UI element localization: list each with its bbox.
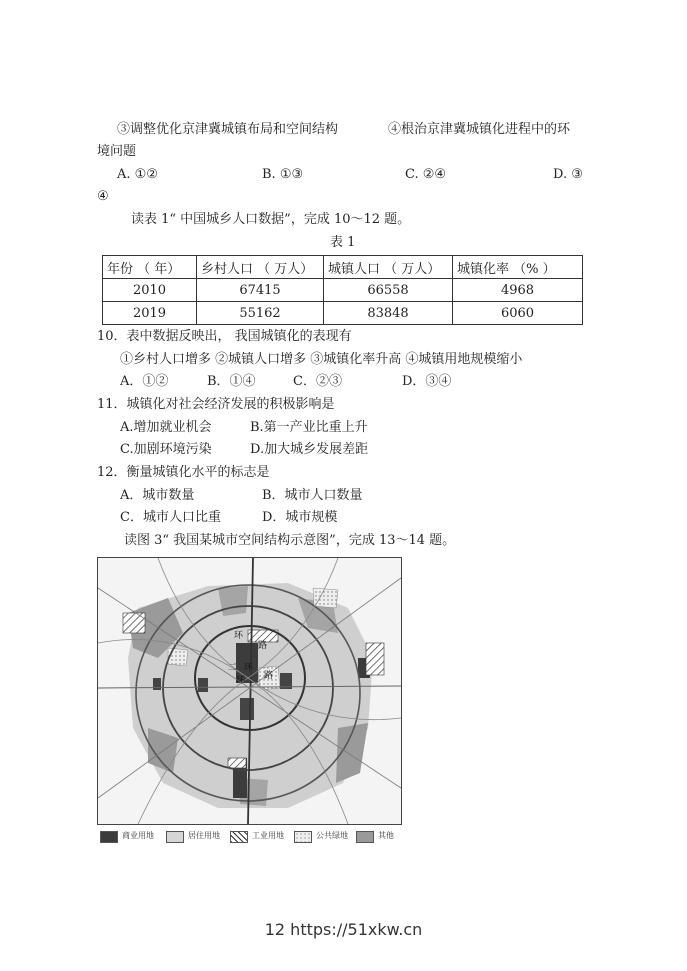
q11-choice-a: A.增加就业机会 [120,420,212,435]
map-label: 二 [228,663,238,673]
table-header-row [103,256,583,279]
cell: 67415 [197,279,324,302]
q12-choice-d: D．城市规模 [262,510,338,525]
legend-swatch-green [294,831,312,843]
header-rural: 乡村人口 （ 万人） [197,256,324,279]
population-table [102,255,583,325]
cell: 83848 [324,302,453,325]
cell: 66558 [324,279,453,302]
option-4: ④根治京津冀城镇化进程中的环 [388,122,571,137]
map-label: 环 [236,676,246,686]
legend-swatch-commercial [100,831,118,843]
cell: 2019 [103,302,197,325]
legend-label: 商业用地 [122,831,154,840]
legend-label: 工业用地 [252,831,284,840]
q10-choice-c: C．②③ [293,374,342,389]
intro-table: 读表 1“ 中国城乡人口数据”，完成 10～12 题。 [131,212,411,227]
q12-choice-a: A．城市数量 [120,488,195,503]
q10-choice-a: A．①② [120,374,169,389]
q12-choice-b: B．城市人口数量 [262,488,363,503]
option-4-wrap: 境问题 [97,144,137,159]
legend-label: 其他 [378,831,394,840]
legend-swatch-residential [166,831,184,843]
map-label: 环 [234,631,244,641]
legend-swatch-industrial [230,831,248,843]
q10-items: ①乡村人口增多 ②城镇人口增多 ③城镇化率升高 ④城镇用地规模缩小 [120,352,523,367]
q11-choice-b: B.第一产业比重上升 [250,420,368,435]
city-map-graphic [98,558,401,824]
q11-choice-c: C.加剧环境污染 [120,442,212,457]
q11-stem: 11．城镇化对社会经济发展的积极影响是 [97,397,335,412]
intro-map: 读图 3“ 我国某城市空间结构示意图”，完成 13～14 题。 [124,533,456,548]
cell: 4968 [453,279,583,302]
q10-choice-d: D．③④ [402,374,452,389]
cell: 2010 [103,279,197,302]
prev-choice-c: C. ②④ [405,167,447,182]
map-label: 环 [244,663,254,673]
q12-choice-c: C．城市人口比重 [120,510,221,525]
legend-label: 居住用地 [188,831,220,840]
page-footer: 12 https://51xkw.cn [264,920,423,939]
header-year: 年份 （ 年） [103,256,197,279]
map-label: 路 [264,671,274,681]
legend-swatch-other [356,831,374,843]
cell: 55162 [197,302,324,325]
cell: 6060 [453,302,583,325]
prev-choice-b: B. ①③ [262,167,304,182]
table-row [103,302,583,325]
q11-choice-d: D.加大城乡发展差距 [250,442,369,457]
map-label: 路 [258,641,268,651]
city-structure-map [97,557,402,825]
prev-choice-wrap: ④ [97,189,109,204]
prev-choice-d: D. ③ [553,167,583,182]
q10-stem: 10．表中数据反映出， 我国城镇化的表现有 [97,329,352,344]
header-rate: 城镇化率 （% ） [453,256,583,279]
q12-stem: 12．衡量城镇化水平的标志是 [97,465,270,480]
option-3: ③调整优化京津冀城镇布局和空间结构 [117,122,339,137]
table-row [103,279,583,302]
prev-choice-a: A. ①② [117,167,158,182]
header-urban: 城镇人口 （ 万人） [324,256,453,279]
q10-choice-b: B．①④ [207,374,256,389]
table-caption: 表 1 [330,235,356,250]
legend-label: 公共绿地 [316,831,348,840]
